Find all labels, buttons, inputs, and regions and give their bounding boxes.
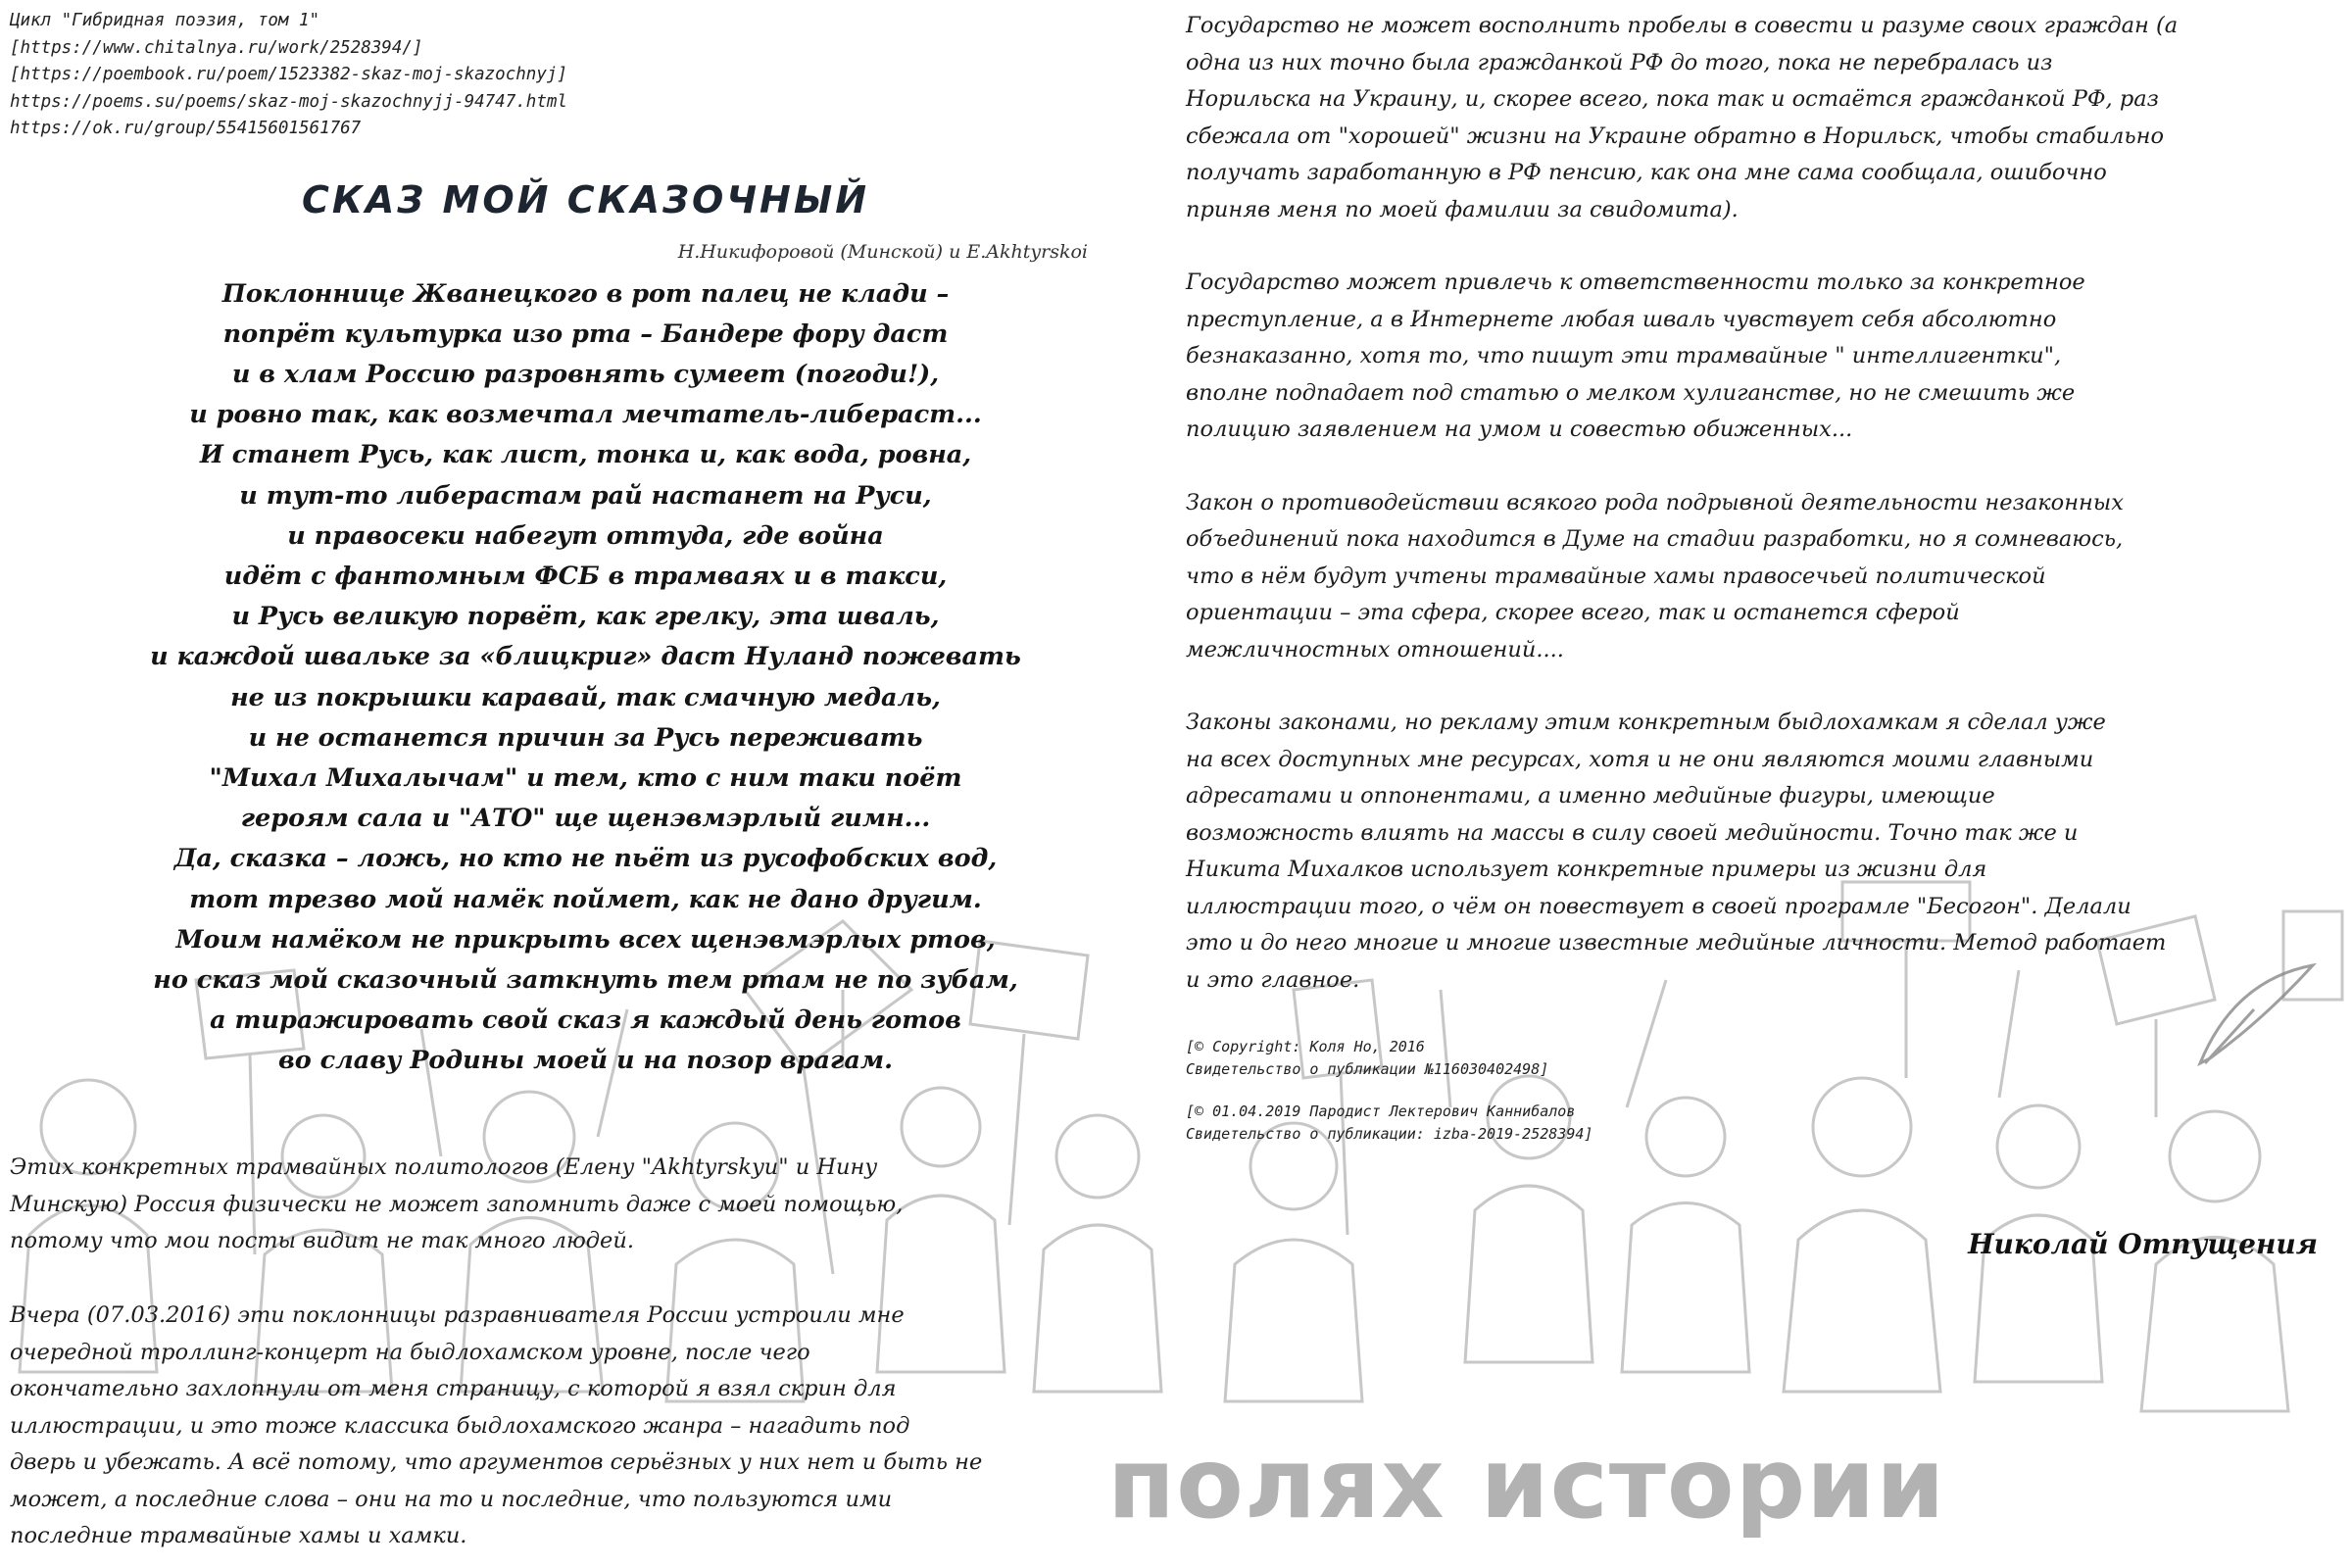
poem-line: идёт с фантомным ФСБ в трамваях и в такси, bbox=[223, 561, 948, 591]
cycle-meta bbox=[10, 8, 1161, 143]
copyright-line: [© 01.04.2019 Пародист Лектерович Каннибалов bbox=[1186, 1102, 1576, 1120]
right-paragraph-3 bbox=[1186, 485, 2347, 669]
publication-certificate: Свидетельство о публикации №116030402498] bbox=[1186, 1060, 1549, 1078]
poem-body bbox=[10, 274, 1161, 1082]
watermark: полях истории bbox=[1107, 1426, 1946, 1541]
prose-line: возможность влиять на массы в силу своей медийности. Точно так же и bbox=[1186, 819, 2079, 846]
poem-line: и правосеки набегут оттуда, где война bbox=[287, 520, 884, 551]
prose-line: сбежала от "хорошей" жизни на Украине обратно в Норильск, чтобы стабильно bbox=[1186, 122, 2164, 149]
poem-line: Моим намёком не прикрыть всех щенэвмэрлых ртов, bbox=[175, 924, 996, 955]
poem-title: СКАЗ МОЙ СКАЗОЧНЫЙ bbox=[301, 177, 870, 221]
poem-line: И станет Русь, как лист, тонка и, как вода, ровна, bbox=[199, 440, 972, 470]
copyright-2016 bbox=[1186, 1036, 2347, 1081]
prose-line: очередной троллинг-концерт на быдлохамском уровне, после чего bbox=[10, 1339, 810, 1365]
prose-line: иллюстрации, и это тоже классика быдлохамского жанра – нагадить под bbox=[10, 1412, 910, 1439]
prose-line: межличностных отношений.... bbox=[1186, 636, 1564, 662]
prose-line: Вчера (07.03.2016) эти поклонницы разравнивателя России устроили мне bbox=[10, 1302, 905, 1328]
prose-line: приняв меня по моей фамилии за свидомита). bbox=[1186, 196, 1739, 222]
link-ok-ru[interactable]: https://ok.ru/group/55415601561767 bbox=[10, 119, 362, 138]
prose-line: и это главное. bbox=[1186, 966, 1360, 993]
link-chitalnya[interactable]: [https://www.chitalnya.ru/work/2528394/] bbox=[10, 37, 423, 58]
prose-line: Законы законами, но рекламу этим конкретным быдлохамкам я сделал уже bbox=[1186, 710, 2106, 735]
poem-line: героям сала и "АТО" ще щенэвмэрлый гимн... bbox=[240, 804, 931, 834]
poem-line: и тут-то либерастам рай настанет на Руси, bbox=[239, 480, 932, 511]
prose-line: одна из них точно была гражданкой РФ до того, пока не перебралась из bbox=[1186, 49, 2053, 75]
prose-line: Норильска на Украину, и, скорее всего, пока так и остаётся гражданкой РФ, раз bbox=[1186, 86, 2159, 112]
poem-line: а тиражировать свой сказ я каждый день готов bbox=[210, 1005, 961, 1036]
prose-line: полицию заявлением на умом и совестью обиженных... bbox=[1186, 416, 1853, 442]
copyright-2019 bbox=[1186, 1101, 2347, 1146]
prose-line: Минскую) Россия физически не может запомнить даже с моей помощью, bbox=[10, 1191, 904, 1217]
prose-line: вполне подпадает под статью о мелком хулиганстве, но не смешить же bbox=[1186, 379, 2076, 406]
prose-line: потому что мои посты видит не так много людей. bbox=[10, 1228, 634, 1253]
prose-line: объединений пока находится в Думе на стадии разработки, но я сомневаюсь, bbox=[1186, 526, 2124, 552]
left-paragraph-1 bbox=[10, 1150, 903, 1260]
prose-line: Закон о противодействии всякого рода подрывной деятельности незаконных bbox=[1186, 489, 2124, 515]
poem-line: во славу Родины моей и на позор врагам. bbox=[277, 1046, 894, 1076]
poem-line: и каждой швальке за «блицкриг» даст Нуланд пожевать bbox=[150, 642, 1021, 672]
copyright-block bbox=[1186, 1036, 2347, 1146]
prose-line: окончательно захлопнули от меня страницу, с которой я взял скрин для bbox=[10, 1376, 897, 1401]
copyright-line: [© Copyright: Коля Но, 2016 bbox=[1186, 1038, 1425, 1055]
link-poems-su[interactable]: https://poems.su/poems/skaz-moj-skazochnyjj-94747.html bbox=[10, 91, 567, 112]
right-page bbox=[1186, 8, 2347, 1566]
poem-line: Поклоннице Жванецкого в рот палец не клади – bbox=[221, 278, 950, 309]
poem-line: не из покрышки каравай, так смачную медаль, bbox=[230, 682, 941, 712]
author-signature: Николай Отпущения bbox=[1968, 1228, 2318, 1260]
right-paragraph-1 bbox=[1186, 8, 2347, 228]
right-paragraph-4 bbox=[1186, 705, 2347, 999]
poem-line: но сказ мой сказочный заткнуть тем ртам не по зубам, bbox=[153, 964, 1018, 995]
prose-line: иллюстрации того, о чём он повествует в своей програмле "Бесогон". Делали bbox=[1186, 893, 2132, 919]
prose-line: это и до него многие и многие известные медийные личности. Метод работает bbox=[1186, 930, 2167, 956]
left-paragraph-2 bbox=[10, 1298, 982, 1555]
right-paragraph-2 bbox=[1186, 265, 2347, 449]
poem-line: Да, сказка – ложь, но кто не пьёт из русофобских вод, bbox=[173, 844, 998, 874]
left-page bbox=[10, 8, 1161, 1566]
poem-line: "Михал Михалычам" и тем, кто с ним таки поёт bbox=[209, 762, 962, 793]
prose-line: может, а последние слова – они на то и последние, что пользуются ими bbox=[10, 1486, 893, 1512]
right-prose bbox=[1186, 8, 2347, 999]
publication-certificate: Свидетельство о публикации: izba-2019-2528394] bbox=[1186, 1125, 1593, 1143]
prose-line: ориентации – эта сфера, скорее всего, так и останется сферой bbox=[1186, 600, 1960, 625]
poem-line: попрёт культурка изо рта – Бандере фору даст bbox=[222, 318, 949, 349]
poem-line: и в хлам Россию разровнять сумеет (погоди!), bbox=[231, 359, 940, 389]
prose-line: Государство может привлечь к ответственности только за конкретное bbox=[1186, 270, 2085, 295]
prose-line: Никита Михалков использует конкретные примеры из жизни для bbox=[1186, 857, 1987, 882]
cycle-title: Цикл "Гибридная поэзия, том 1" bbox=[10, 11, 320, 30]
prose-line: что в нём будут учтены трамвайные хамы правосечьей политической bbox=[1186, 563, 2046, 589]
prose-line: преступление, а в Интернете любая шваль чувствует себя абсолютно bbox=[1186, 306, 2057, 332]
prose-line: получать заработанную в РФ пенсию, как она мне сама сообщала, ошибочно bbox=[1186, 160, 2107, 185]
link-poembook[interactable]: [https://poembook.ru/poem/1523382-skaz-moj-skazochnyj] bbox=[10, 65, 567, 84]
poem-line: и не останется причин за Русь переживать bbox=[248, 722, 923, 753]
poem-line: тот трезво мой намёк поймет, как не дано другим. bbox=[189, 884, 982, 914]
prose-line: Государство не может восполнить пробелы в совести и разуме своих граждан (а bbox=[1186, 13, 2179, 38]
poem-line: и Русь великую порвёт, как грелку, эта шваль, bbox=[231, 602, 940, 632]
prose-line: на всех доступных мне ресурсах, хотя и не они являются моими главными bbox=[1186, 746, 2094, 772]
poem-authors: Н.Никифоровой (Минской) и E.Akhtyrskoi bbox=[677, 240, 1088, 263]
prose-line: безнаказанно, хотя то, что пишут эти трамвайные " интеллигентки", bbox=[1186, 343, 2062, 368]
poem-line: и ровно так, как возмечтал мечтатель-либераст... bbox=[189, 400, 982, 430]
prose-line: последние трамвайные хамы и хамки. bbox=[10, 1523, 467, 1548]
prose-line: дверь и убежать. А всё потому, что аргументов серьёзных у них нет и быть не bbox=[10, 1449, 983, 1475]
prose-line: адресатами и оппонентами, а именно медийные фигуры, имеющие bbox=[1186, 783, 1995, 808]
prose-line: Этих конкретных трамвайных политологов (Елену "Akhtyrskyu" и Нину bbox=[10, 1154, 878, 1180]
